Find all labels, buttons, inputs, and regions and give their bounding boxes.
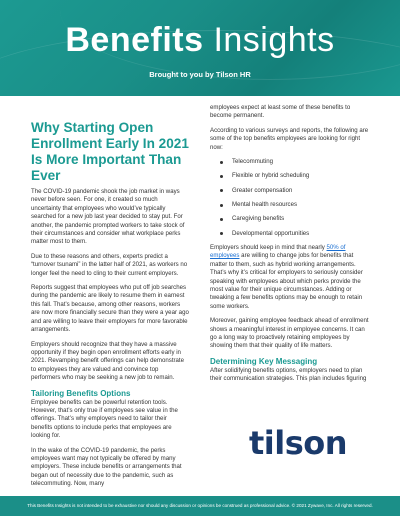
paragraph: In the wake of the COVID-19 pandemic, the perks employees want may not typically be offered by many employers. These include benefits or arrangements that began out of necessity due to the pandemic, such as telecommuting. Now, many xyxy=(31,446,182,488)
paragraph: According to various surveys and reports, the following are some of the top benefits employees are looking for right now: xyxy=(210,126,369,151)
title-light: Insights xyxy=(213,21,335,59)
list-item xyxy=(210,172,370,180)
list-item-text: Caregiving benefits xyxy=(232,215,285,223)
bullet-icon xyxy=(220,175,223,178)
list-item xyxy=(210,187,370,195)
paragraph: Due to these reasons and others, experts predict a “turnover tsunami” in the latter half of 2021, as workers no longer feel the need to cling to their current employers. xyxy=(31,252,188,277)
bullet-icon xyxy=(220,204,223,207)
section-heading-tailoring: Tailoring Benefits Options xyxy=(31,388,131,398)
tilson-logo: tilson xyxy=(249,424,348,462)
list-item-text: Telecommuting xyxy=(232,158,273,166)
list-item-text: Greater compensation xyxy=(232,186,293,194)
right-column xyxy=(210,104,370,390)
section-heading-messaging: Determining Key Messaging xyxy=(210,356,318,366)
bullet-icon xyxy=(220,189,223,192)
bullet-icon xyxy=(220,161,223,164)
paragraph: Employee benefits can be powerful retention tools. However, that’s only true if employees see value in the offerings. That’s why employers need to tailor their benefits options to include perks that employees are looking for. xyxy=(31,398,178,440)
bullet-icon xyxy=(220,218,223,221)
paragraph: Moreover, gaining employee feedback ahead of enrollment shows a meaningful interest in employee concerns. It can go a long way to proactively retaining employees by showing them that their quality of life matters. xyxy=(210,317,369,350)
bullet-icon xyxy=(220,232,223,235)
statistic-link[interactable]: 50% of employees xyxy=(210,243,346,260)
left-column xyxy=(31,104,189,495)
article-title: Why Starting Open Enrollment Early In 2021 Is More Important Than Ever xyxy=(31,120,189,183)
benefits-list xyxy=(210,158,370,238)
paragraph: After solidifying benefits options, employers need to plan their communication strategies. This plan includes figuring xyxy=(210,366,367,383)
paragraph: employees expect at least some of these benefits to become permanent. xyxy=(210,104,351,120)
list-item-text: Flexible or hybrid scheduling xyxy=(232,172,310,180)
paragraph xyxy=(210,244,370,311)
newsletter-subtitle: Brought to you by Tilson HR xyxy=(149,70,251,79)
title-bold: Benefits xyxy=(65,21,204,59)
list-item xyxy=(210,215,370,223)
list-item-text: Developmental opportunities xyxy=(232,229,310,237)
newsletter-title xyxy=(0,20,400,60)
list-item-text: Mental health resources xyxy=(232,200,298,208)
paragraph: The COVID-19 pandemic shook the job market in ways never before seen. For one, it created so much uncertainty that employees who would’ve typically searched for a new job last year decided to stay put. For another, the pandemic prompted workers to take stock of their circumstances and consider what workplace perks matter most to them. xyxy=(31,188,185,246)
paragraph: Employers should recognize that they have a massive opportunity if they begin open enrollment efforts early in 2021. Revamping benefit offerings can help demonstrate to employees they are valued and convince top performers who may be seeking a new job to remain. xyxy=(31,340,185,382)
text: Employers should keep in mind that nearly xyxy=(210,243,327,251)
list-item xyxy=(210,201,370,209)
list-item xyxy=(210,158,370,166)
footer-disclaimer: This Benefits Insights is not intended to be exhaustive nor should any discussion or opinions be construed as professional advice. © 2021 Zywave, Inc. All rights reserved. xyxy=(27,503,373,508)
list-item xyxy=(210,230,370,238)
paragraph: Reports suggest that employees who put off job searches during the pandemic are likely to resume them in earnest this fall. That’s because, among other reasons, workers are now more financially secure than they were a year ago and are willing to leave their employers for more favorable arrangements. xyxy=(31,284,189,334)
footer-bar xyxy=(0,496,400,516)
header-banner xyxy=(0,0,400,96)
text: are willing to change jobs for benefits that matter to them, such as hybrid working arrangements. That’s why it’s critical for employers to seriously consider speaking with employees about which perks provide the most value for their unique circumstances. Adding or tweaking a few benefits options may be enough to retain some workers. xyxy=(210,252,363,310)
